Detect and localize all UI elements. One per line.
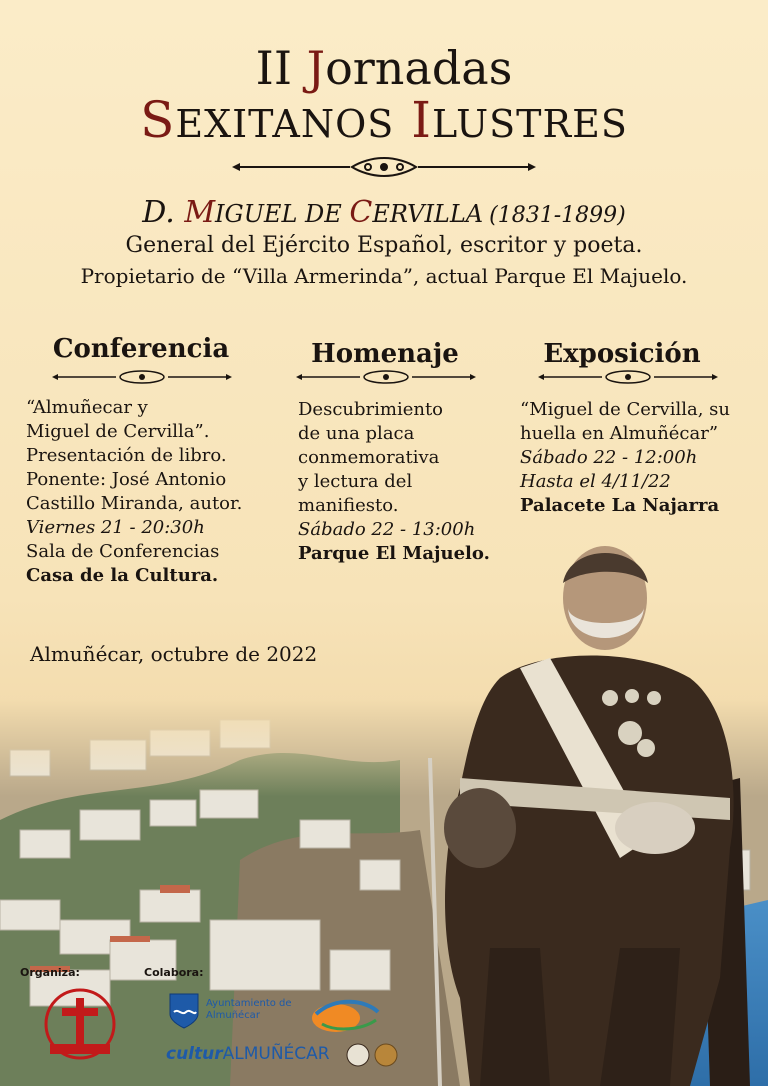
honoree-initial-m: M (184, 195, 216, 230)
line: huella en Almuñécar” (520, 423, 719, 444)
small-ornament-icon (52, 368, 232, 386)
title-line-1 (0, 42, 768, 94)
line: Castillo Miranda, autor. (26, 493, 243, 514)
column-title-conferencia: Conferencia (52, 334, 230, 364)
ornament-divider-icon (232, 152, 536, 182)
event-venue: Palacete La Najarra (520, 495, 720, 516)
column-body-exposicion (520, 398, 730, 518)
cultural-association-logo-icon (30, 984, 130, 1064)
title-initial-j: J (306, 41, 326, 95)
general-portrait-photo (400, 528, 768, 1086)
line: y lectura del (298, 471, 413, 492)
colabora-label: Colabora: (144, 966, 204, 979)
title-word-sexitanos: EXITANOS (175, 102, 395, 146)
cultur-prefix: cultur (166, 1044, 223, 1064)
place-date: Almuñécar, octubre de 2022 (30, 642, 318, 666)
line: Miguel de Cervilla”. (26, 421, 210, 442)
title-word-ilustres: LUSTRES (431, 102, 628, 146)
title-initial-s: S (140, 91, 176, 149)
honoree-description: General del Ejército Español, escritor y poeta. (125, 233, 643, 258)
event-datetime: Sábado 22 - 12:00h (520, 447, 698, 468)
honoree-prefix: D. (142, 195, 185, 230)
title-prefix: II (255, 41, 307, 95)
title-line-2 (0, 92, 768, 152)
municipal-crest-icon (344, 1042, 404, 1068)
column-title-exposicion: Exposición (543, 339, 701, 369)
line: de una placa (298, 423, 415, 444)
honoree-property: Propietario de “Villa Armerinda”, actual Parque El Majuelo. (80, 264, 688, 288)
line: conmemorativa (298, 447, 440, 468)
organiza-label: Organiza: (20, 966, 80, 979)
honoree-years: (1831-1899) (489, 203, 626, 228)
event-end-date: Hasta el 4/11/22 (520, 471, 671, 492)
event-datetime: Sábado 22 - 13:00h (298, 519, 476, 540)
line: Ponente: José Antonio (26, 469, 227, 490)
small-ornament-icon (296, 368, 476, 386)
ayuntamiento-shield-icon (166, 990, 202, 1030)
event-datetime: Viernes 21 - 20:30h (26, 517, 205, 538)
honoree-initial-c: C (349, 195, 373, 230)
tourism-logo-icon (306, 994, 386, 1036)
line: “Almuñecar y (26, 397, 148, 418)
line: “Miguel de Cervilla, su (520, 399, 731, 420)
line: Descubrimiento (298, 399, 444, 420)
honoree-last-rest: ERVILLA (372, 200, 484, 228)
line: manifiesto. (298, 495, 399, 516)
column-title-homenaje: Homenaje (311, 339, 459, 369)
small-ornament-icon (538, 368, 718, 386)
title-rest: ornadas (325, 41, 513, 95)
event-venue: Parque El Majuelo. (298, 543, 490, 564)
honoree-first-rest: IGUEL DE (215, 200, 350, 228)
title-initial-i: I (411, 91, 432, 149)
honoree-name (0, 195, 768, 230)
column-body-conferencia (26, 396, 242, 588)
event-venue: Casa de la Cultura. (26, 565, 219, 586)
line: Sala de Conferencias (26, 541, 220, 562)
ayuntamiento-text: Ayuntamiento de Almuñécar (206, 998, 292, 1021)
line: Presentación de libro. (26, 445, 227, 466)
cultur-logo (166, 1044, 330, 1064)
cultur-suffix: ALMUÑÉCAR (222, 1044, 330, 1064)
